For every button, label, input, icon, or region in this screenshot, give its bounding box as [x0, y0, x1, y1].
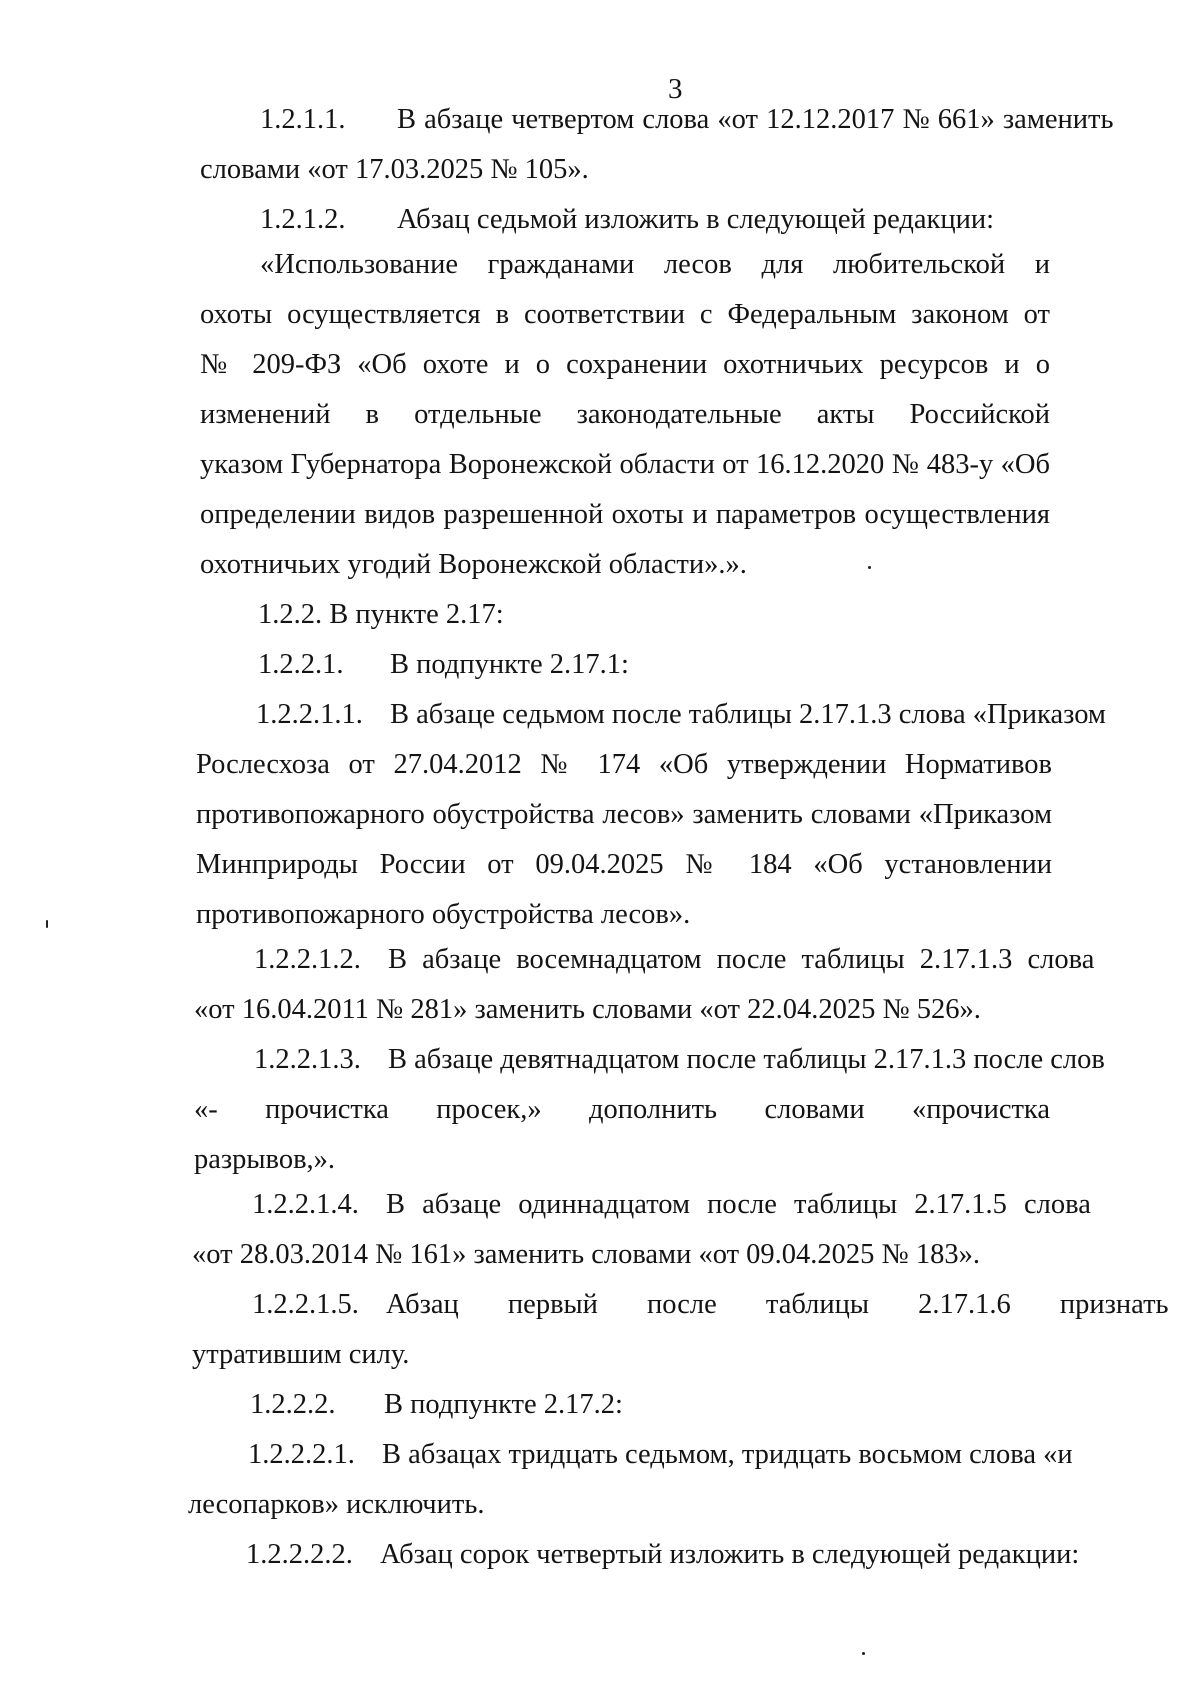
paragraph-number: 1.2.2.1.2.: [254, 944, 361, 975]
paragraph-text: В абзаце одиннадцатом после таблицы 2.17.1.5 слова: [386, 1189, 1091, 1220]
paragraph-1-2-1-1: [200, 95, 1114, 195]
paragraph-text: противопожарного обустройства лесов».: [196, 899, 691, 930]
paragraph-text: указом Губернатора Воронежской области от 16.12.2020 № 483-у «Об: [200, 449, 1050, 480]
paragraph-1-2-2-2-2: [186, 1530, 1080, 1580]
paragraph-text: Минприроды России от 09.04.2025 № 184 «Об установлении: [196, 849, 1052, 880]
paragraph-text: Абзац первый после таблицы 2.17.1.6 признать: [386, 1289, 1169, 1320]
paragraph-text: 1.2.2. В пункте 2.17:: [258, 599, 504, 630]
paragraph-text: В абзаце восемнадцатом после таблицы 2.17.1.3 слова: [388, 944, 1095, 975]
paragraph-text: противопожарного обустройства лесов» заменить словами «Приказом: [196, 799, 1052, 830]
paragraph-text: определении видов разрешенной охоты и параметров осуществления: [200, 499, 1050, 530]
paragraph-1-2-2: [258, 590, 1058, 640]
paragraph-number: 1.2.1.1.: [260, 104, 346, 135]
paragraph-text: охотничьих угодий Воронежской области».».: [200, 549, 747, 580]
paragraph-number: 1.2.2.1.: [258, 649, 344, 680]
paragraph-text: Рослесхоза от 27.04.2012 № 174 «Об утверждении Нормативов: [196, 749, 1052, 780]
paragraph-text: В абзаце четвертом слова «от 12.12.2017 № 661» заменить: [397, 104, 1114, 135]
paragraph-text: утратившим силу.: [192, 1339, 410, 1370]
paragraph-text: Абзац сорок четвертый изложить в следующей редакции:: [380, 1539, 1080, 1570]
paragraph-text: № 209-ФЗ «Об охоте и о сохранении охотничьих ресурсов и о: [200, 349, 1050, 380]
paragraph-number: 1.2.2.1.1.: [256, 699, 363, 730]
paragraph-1-2-2-2: [190, 1380, 1046, 1430]
paragraph-text: словами «от 17.03.2025 № 105».: [200, 154, 589, 185]
paragraph-1-2-2-1: [198, 640, 1058, 690]
paragraph-number: 1.2.2.1.3.: [254, 1044, 361, 1075]
paragraph-text: «- прочистка просек,» дополнить словами «прочистка: [194, 1094, 1050, 1125]
paragraph-1-2-2-1-5: [192, 1280, 1169, 1380]
paragraph-text: В подпункте 2.17.1:: [390, 649, 629, 680]
paragraph-number: 1.2.1.2.: [260, 204, 346, 235]
paragraph-text: лесопарков» исключить.: [188, 1489, 485, 1520]
paragraph-number: 1.2.2.2.1.: [248, 1439, 355, 1470]
paragraph-text: В абзаце девятнадцатом после таблицы 2.17.1.3 после слов: [388, 1044, 1105, 1075]
paragraph-text: разрывов,».: [194, 1144, 336, 1175]
paragraph-1-2-2-1-3: [194, 1035, 1105, 1185]
paragraph-text: охоты осуществляется в соответствии с Федеральным законом от: [200, 299, 1050, 330]
paragraph-text: «Использование гражданами лесов для любительской и: [260, 249, 1050, 280]
paragraph-number: 1.2.2.2.: [250, 1389, 336, 1420]
paragraph-number: 1.2.2.1.4.: [252, 1189, 359, 1220]
paragraph-1-2-2-2-1: [188, 1430, 1073, 1530]
paragraph-text: Абзац седьмой изложить в следующей редакции:: [397, 204, 995, 235]
paragraph-1-2-2-1-4: [192, 1180, 1091, 1280]
scan-speck: [862, 1652, 865, 1655]
paragraph-text: «от 28.03.2014 № 161» заменить словами «от 09.04.2025 № 183».: [192, 1239, 980, 1270]
paragraph-1-2-1-2: [200, 195, 1060, 245]
paragraph-number: 1.2.2.2.2.: [246, 1539, 353, 1570]
scan-speck: [46, 920, 48, 928]
page-number: 3: [668, 73, 683, 105]
paragraph-1-2-2-1-1: [196, 690, 1106, 940]
paragraph-text: В абзацах тридцать седьмом, тридцать восьмом слова «и: [382, 1439, 1073, 1470]
paragraph-text: В абзаце седьмом после таблицы 2.17.1.3 слова «Приказом: [390, 699, 1106, 730]
paragraph-text: изменений в отдельные законодательные акты Российской: [200, 399, 1050, 430]
paragraph-1-2-2-1-2: [194, 935, 1095, 1035]
scan-speck: [868, 566, 871, 569]
paragraph-text: «от 16.04.2011 № 281» заменить словами «от 22.04.2025 № 526».: [194, 994, 981, 1025]
paragraph-number: 1.2.2.1.5.: [252, 1289, 359, 1320]
quoted-paragraph: [200, 240, 1050, 590]
paragraph-text: В подпункте 2.17.2:: [384, 1389, 623, 1420]
